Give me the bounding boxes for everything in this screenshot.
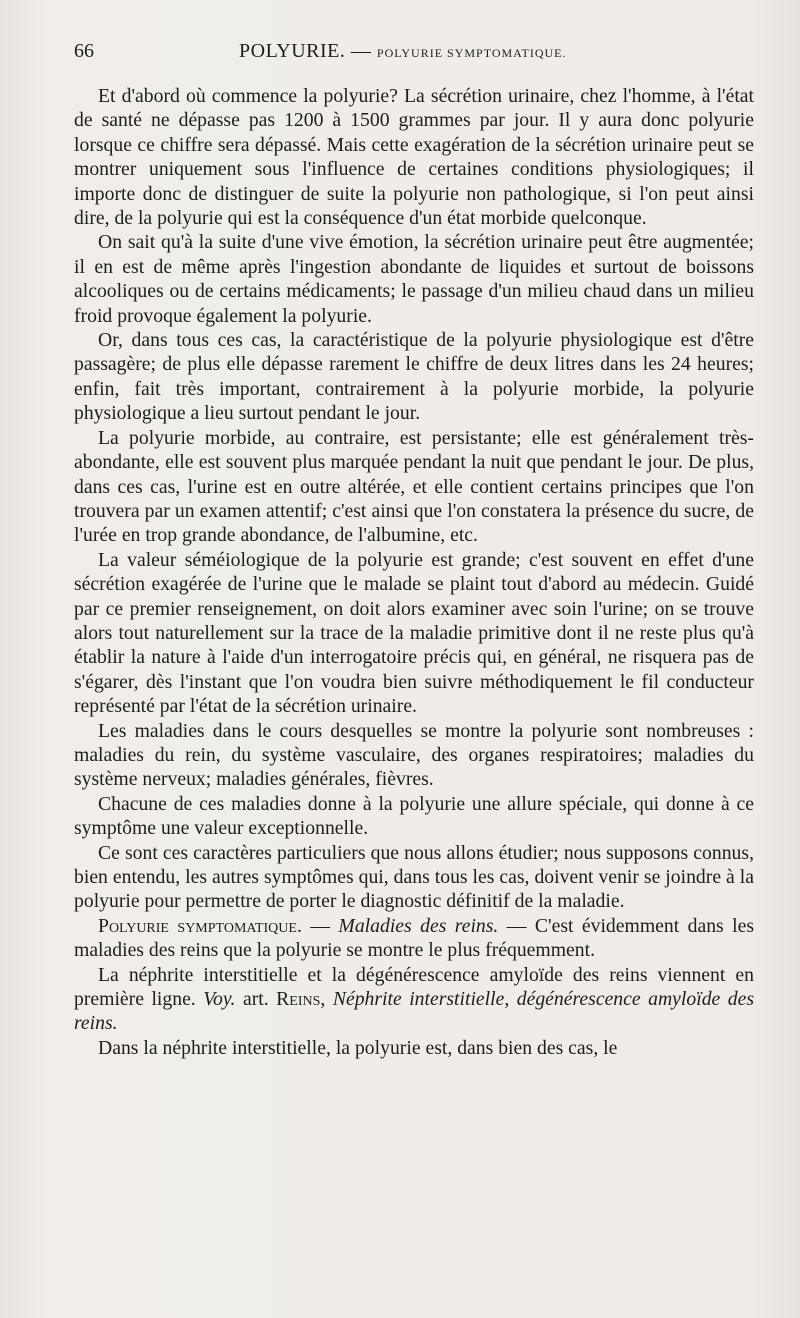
paragraph-physiological: Or, dans tous ces cas, la caractéristique de la polyurie physiologique est d'être passagère; de plus elle dépasse rarement le chiffre de deux litres dans les 24 heures; enfin, fait très important, contrairement à la polyurie morbide, la polyurie physiologique a lieu surtout pendant le jour.: [74, 329, 754, 425]
section-italic-title: Maladies des reins.: [338, 914, 499, 937]
section-kidney-diseases: [74, 914, 754, 963]
paragraph-nephritis: [74, 963, 754, 1036]
italic-references: Néphrite interstitielle, dégénérescence amyloïde des reins.: [74, 988, 755, 1035]
section-dash-2: —: [498, 914, 535, 937]
running-title-main: POLYURIE.: [239, 40, 346, 62]
running-title-sub: POLYURIE SYMPTOMATIQUE.: [376, 46, 567, 60]
section-dash-1: —: [301, 914, 339, 937]
art-abbreviation: art.: [235, 988, 277, 1011]
running-title: [239, 40, 566, 63]
paragraph-morbid: La polyurie morbide, au contraire, est persistante; elle est généralement très-abondante, elle est souvent plus marquée pendant la nuit que pendant le jour. De plus, dans ces cas, l'urine est en outre altérée, et elle contient certains principes que l'on trouvera par un examen attentif; c'est ainsi que l'on constatera la présence du sucre, de l'urée en trop grande abondance, de l'albumine, etc.: [74, 426, 754, 547]
paragraph-definition: Et d'abord où commence la polyurie? La sécrétion urinaire, chez l'homme, à l'état de santé ne dépasse pas 1200 à 1500 grammes par jour. Il y aura donc polyurie lorsque ce chiffre sera dépassé. Mais cette exagération de la sécrétion urinaire peut se montrer uniquement sous l'influence de certaines conditions physiologiques; il importe donc de distinguer de suite la polyurie non pathologique, si l'on peut ainsi dire, de la polyurie qui est la conséquence d'un état morbide quelconque.: [74, 85, 754, 230]
paragraph-semiological-value: La valeur séméiologique de la polyurie est grande; c'est souvent en effet d'une sécrétion exagérée de l'urine que le malade se plaint tout d'abord au médecin. Guidé par ce premier renseignement, on doit alors examiner avec soin l'urine; on se trouve alors tout naturellement sur la trace de la maladie primitive dont il ne reste plus qu'à établir la nature à l'aide d'un interrogatoire précis qui, en général, ne risquera pas de s'égarer, dès l'instant que l'on voudra bien suivre méthodiquement le fil conducteur représenté par l'état de la sécrétion urinaire.: [74, 548, 754, 718]
page-number: 66: [74, 40, 94, 62]
voy-abbreviation: Voy.: [203, 988, 236, 1011]
section-text: C'est évidemment dans les maladies des reins que la polyurie se montre le plus fréquemment.: [74, 914, 754, 962]
running-title-separator: —: [345, 40, 377, 62]
section-smallcaps-title: Polyurie symptomatique.: [98, 914, 302, 937]
paragraph-emotion: On sait qu'à la suite d'une vive émotion, la sécrétion urinaire peut être augmentée; il en est de même après l'ingestion abondante de liquides et surtout de boissons alcooliques ou de certains médicaments; le passage d'un milieu chaud dans un milieu froid provoque également la polyurie.: [74, 231, 754, 327]
page-header: [74, 40, 754, 70]
nephritis-text: La néphrite interstitielle et la dégénérescence amyloïde des reins viennent en première ligne.: [74, 963, 754, 1011]
reference-comma: ,: [320, 988, 333, 1011]
paragraph-last: Dans la néphrite interstitielle, la polyurie est, dans bien des cas, le: [98, 1036, 618, 1059]
paragraph-study-plan: Ce sont ces caractères particuliers que nous allons étudier; nous supposons connus, bien entendu, les autres symptômes qui, dans tous les cas, doivent venir se joindre à la polyurie pour permettre de porter le diagnostic définitif de la maladie.: [74, 841, 754, 913]
body-text: [74, 84, 754, 1060]
paragraph-special-allure: Chacune de ces maladies donne à la polyurie une allure spéciale, qui donne à ce symptôme une valeur exceptionnelle.: [74, 792, 754, 840]
reins-reference: Reins: [276, 988, 321, 1011]
paragraph-diseases-list: Les maladies dans le cours desquelles se montre la polyurie sont nombreuses : maladies du rein, du système vasculaire, des organes respiratoires; maladies du système nerveux; maladies générales, fièvres.: [74, 719, 754, 791]
